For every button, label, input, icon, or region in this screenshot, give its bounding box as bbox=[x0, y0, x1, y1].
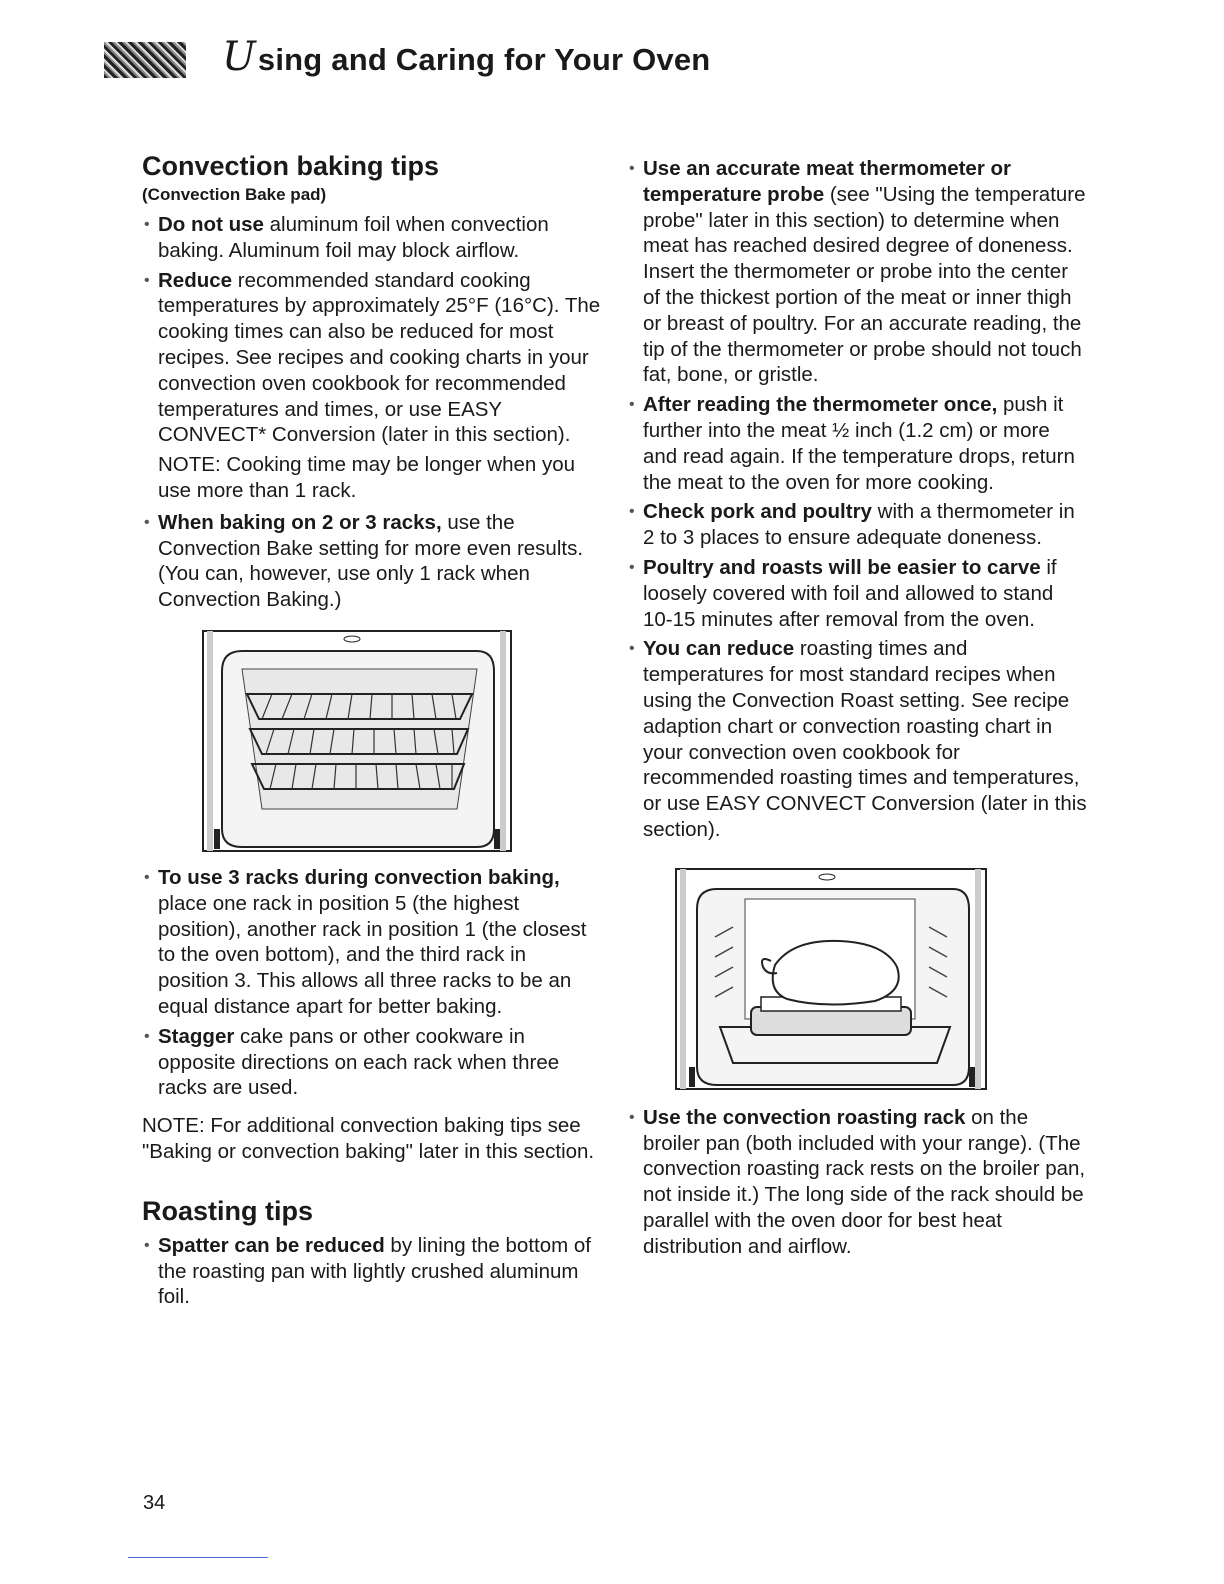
note-racks: NOTE: Cooking time may be longer when you use more than 1 rack. bbox=[158, 453, 576, 502]
section-icon bbox=[104, 42, 186, 78]
roasting-rack-list bbox=[627, 1105, 1087, 1260]
page-number: 34 bbox=[143, 1492, 166, 1514]
list-item: • Check pork and poultry with a thermometer in 2 to 3 places to ensure adequate doneness. bbox=[627, 499, 1087, 551]
left-column bbox=[142, 150, 602, 1314]
list-item: • When baking on 2 or 3 racks, use the Convection Bake setting for more even results. (You can, however, use only 1 rack when Convection Baking.) bbox=[142, 510, 602, 613]
convection-list-2 bbox=[142, 510, 602, 613]
title-rest: sing and Caring for Your Oven bbox=[257, 42, 711, 77]
list-item: • Stagger cake pans or other cookware in opposite directions on each rack when three racks are used. bbox=[142, 1024, 602, 1101]
list-item: • After reading the thermometer once, push it further into the meat ½ inch (1.2 cm) or more and read again. If the temperature drops, return the meat to the oven for more cooking. bbox=[627, 392, 1087, 495]
roasting-heading: Roasting tips bbox=[142, 1195, 314, 1226]
list-item: • Reduce recommended standard cooking temperatures by approximately 25°F (16°C). The cooking times can also be reduced for most recipes. See recipes and cooking charts in your convection oven cookbook for recommended temperatures and times, or use EASY CONVECT* Conversion (later in this section). bbox=[142, 268, 602, 449]
roasting-list-right bbox=[627, 156, 1087, 843]
list-item: • Use an accurate meat thermometer or temperature probe (see "Using the temperature probe" later in this section) to determine when meat has reached desired degree of doneness. Insert the thermometer or probe into the center of the thickest portion of the meat or inner thigh or breast of poultry. For an accurate reading, the tip of the thermometer or probe should not touch fat, bone, or gristle. bbox=[627, 156, 1087, 388]
turkey-shape bbox=[773, 941, 899, 1005]
note-additional-tips: NOTE: For additional convection baking tips see "Baking or convection baking" later in this section. bbox=[142, 1114, 595, 1163]
roasting-oven-illustration bbox=[675, 867, 987, 1091]
convection-list-1 bbox=[142, 212, 602, 448]
convection-heading: Convection baking tips bbox=[142, 151, 440, 181]
page-header bbox=[104, 34, 804, 98]
list-item: • Use the convection roasting rack on the broiler pan (both included with your range). (The convection roasting rack rests on the broiler pan, not inside it.) The long side of the rack should be parallel with the oven door for best heat distribution and airflow. bbox=[627, 1105, 1087, 1260]
page-title bbox=[222, 34, 710, 80]
convection-list-3 bbox=[142, 865, 602, 1101]
footer-divider bbox=[128, 1557, 268, 1558]
title-initial: U bbox=[222, 34, 256, 80]
list-item: • Poultry and roasts will be easier to carve if loosely covered with foil and allowed to stand 10-15 minutes after removal from the oven. bbox=[627, 555, 1087, 632]
list-item: • You can reduce roasting times and temperatures for most standard recipes when using the Convection Roast setting. See recipe adaption chart or convection roasting chart in your convection oven cookbook for recommended roasting times and temperatures, or use EASY CONVECT Conversion (later in this section). bbox=[627, 636, 1087, 842]
list-item: • Spatter can be reduced by lining the bottom of the roasting pan with lightly crushed aluminum foil. bbox=[142, 1233, 602, 1310]
list-item: • Do not use aluminum foil when convection baking. Aluminum foil may block airflow. bbox=[142, 212, 602, 264]
convection-subheading: (Convection Bake pad) bbox=[142, 185, 327, 204]
right-column bbox=[627, 156, 1087, 1264]
roasting-list bbox=[142, 1233, 602, 1310]
list-item: • To use 3 racks during convection baking, place one rack in position 5 (the highest position), another rack in position 1 (the closest to the oven bottom), and the third rack in position 3. This allows all three racks to be an equal distance apart for better baking. bbox=[142, 865, 602, 1020]
three-rack-oven-illustration bbox=[202, 629, 512, 853]
